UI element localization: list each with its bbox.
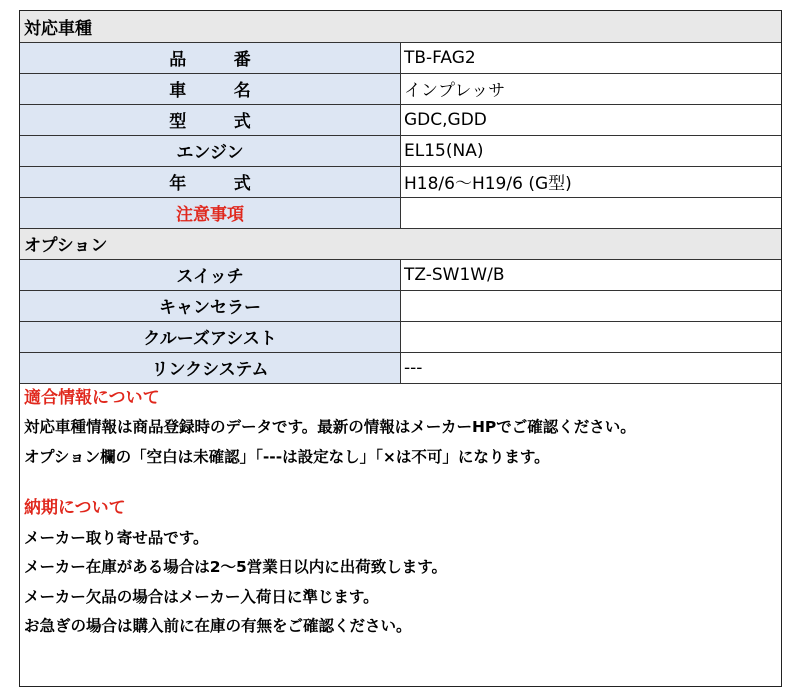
fitment-info-line: オプション欄の「空白は未確認」「---は設定なし」「×は不可」になります。: [24, 447, 550, 466]
product-spec-sheet: [19, 10, 782, 687]
spec-row-car-name: [20, 73, 781, 104]
section-row-options: [20, 228, 781, 259]
compatibility-table: [20, 11, 781, 384]
fitment-info-line: 対応車種情報は商品登録時のデータです。最新の情報はメーカーHPでご確認ください。: [24, 418, 636, 436]
label-year: 年 式: [20, 166, 401, 197]
label-notes: 注意事項: [20, 197, 401, 228]
value-canceller: [401, 290, 782, 321]
label-cruise-assist: クルーズアシスト: [20, 321, 401, 352]
value-cruise-assist: [401, 321, 782, 352]
delivery-info-line: メーカー欠品の場合はメーカー入荷日に準じます。: [24, 587, 379, 606]
label-part-number: 品 番: [20, 42, 401, 73]
spacer: [24, 472, 777, 494]
label-model-code: 型 式: [20, 104, 401, 135]
option-row-link-system: [20, 352, 781, 383]
option-row-cruise-assist: [20, 321, 781, 352]
value-link-system: ---: [401, 352, 782, 383]
label-link-system: リンクシステム: [20, 352, 401, 383]
spec-row-year: [20, 166, 781, 197]
delivery-info-line: メーカー在庫がある場合は2～5営業日以内に出荷致します。: [24, 558, 448, 576]
spec-row-engine: [20, 135, 781, 166]
option-row-canceller: [20, 290, 781, 321]
value-car-name: インプレッサ: [401, 73, 782, 104]
label-engine: エンジン: [20, 135, 401, 166]
delivery-info-heading: 納期について: [24, 498, 126, 518]
notes-area: [20, 384, 781, 642]
value-year: H18/6～H19/6 (G型): [401, 166, 782, 197]
value-part-number: TB-FAG2: [401, 42, 782, 73]
label-switch: スイッチ: [20, 259, 401, 290]
section-title-options: オプション: [20, 228, 781, 259]
fitment-info-heading: 適合情報について: [24, 387, 160, 408]
label-canceller: キャンセラー: [20, 290, 401, 321]
spec-row-model-code: [20, 104, 781, 135]
spec-row-notes: [20, 197, 781, 228]
spec-row-part-number: [20, 42, 781, 73]
value-engine: EL15(NA): [401, 135, 782, 166]
delivery-info-line: お急ぎの場合は購入前に在庫の有無をご確認ください。: [24, 617, 412, 635]
section-title-compat: 対応車種: [20, 11, 781, 42]
value-model-code: GDC,GDD: [401, 104, 782, 135]
delivery-info-line: メーカー取り寄せ品です。: [24, 528, 209, 547]
label-car-name: 車 名: [20, 73, 401, 104]
value-notes: [401, 197, 782, 228]
value-switch: TZ-SW1W/B: [401, 259, 782, 290]
section-row-compat: [20, 11, 781, 42]
option-row-switch: [20, 259, 781, 290]
